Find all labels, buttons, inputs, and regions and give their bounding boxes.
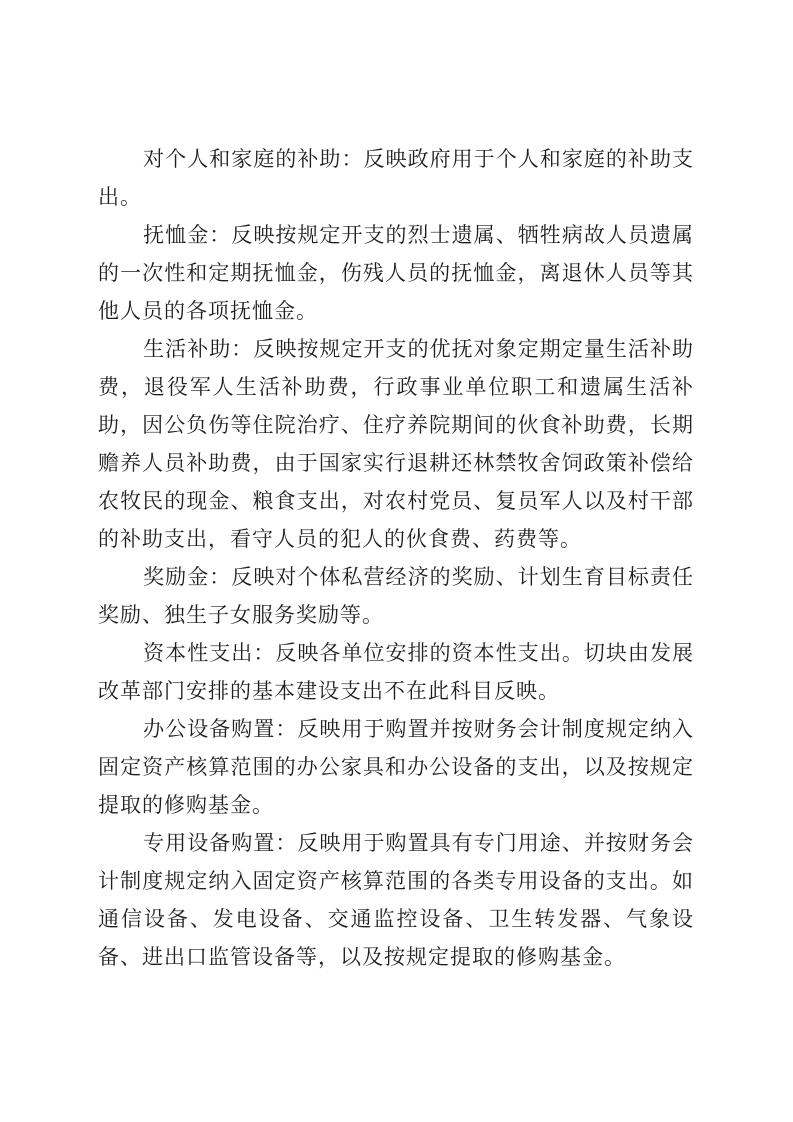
paragraph-capital-expenditure: 资本性支出：反映各单位安排的资本性支出。切块由发展改革部门安排的基本建设支出不在此科目反映。 (98, 641, 694, 703)
paragraph-living-allowance: 生活补助：反映按规定开支的优抚对象定期定量生活补助费，退役军人生活补助费，行政事业单位职工和遗属生活补助，因公负伤等住院治疗、住疗养院期间的伙食补助费，长期赡养人员补助费，由于国家实行退耕还林禁牧舍饲政策补偿给农牧民的现金、粮食支出，对农村党员、复员军人以及村干部的补助支出，看守人员的犯人的伙食费、药费等。 (98, 337, 694, 551)
paragraph-pensions: 抚恤金：反映按规定开支的烈士遗属、牺牲病故人员遗属的一次性和定期抚恤金，伤残人员的抚恤金，离退休人员等其他人员的各项抚恤金。 (98, 223, 694, 323)
paragraph-office-equipment-purchase: 办公设备购置：反映用于购置并按财务会计制度规定纳入固定资产核算范围的办公家具和办公设备的支出，以及按规定提取的修购基金。 (98, 717, 694, 817)
paragraph-reward-money: 奖励金：反映对个体私营经济的奖励、计划生育目标责任奖励、独生子女服务奖励等。 (98, 565, 694, 627)
paragraph-subsidy-individuals-families: 对个人和家庭的补助：反映政府用于个人和家庭的补助支出。 (98, 147, 694, 209)
paragraph-special-equipment-purchase: 专用设备购置：反映用于购置具有专门用途、并按财务会计制度规定纳入固定资产核算范围的各类专用设备的支出。如通信设备、发电设备、交通监控设备、卫生转发器、气象设备、进出口监管设备等，以及按规定提取的修购基金。 (98, 831, 694, 969)
